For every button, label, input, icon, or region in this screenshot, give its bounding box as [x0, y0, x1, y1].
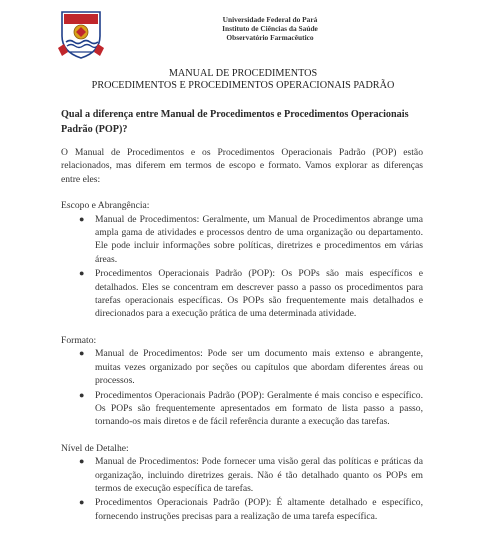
list-item-text: Procedimentos Operacionais Padrão (POP): Geralmente é mais conciso e específico. Os POPs são frequentemente apresentados em formato de lista passo a passo, tornando-os mais diretos e de fácil referência durante a execução das tarefas.: [95, 389, 423, 428]
section-format: [61, 334, 423, 429]
list-item-text: Manual de Procedimentos: Pode ser um documento mais extenso e abrangente, muitas vezes organizado por seções ou capítulos que abordam diferentes áreas ou processos.: [95, 348, 423, 387]
institution-line-observatory: Observatório Farmacêutico: [226, 33, 314, 43]
document-title: [40, 68, 446, 91]
institution-header: [200, 15, 340, 43]
list-item: [79, 347, 423, 387]
list-item-text: Procedimentos Operacionais Padrão (POP): Os POPs são mais específicos e detalhados. Eles se concentram em descrever passo a passo os procedimentos para tarefas operacionais específicas. Os POPs são frequentemente mais detalhados e direcionados para a execução prática de uma determinada atividade.: [95, 268, 423, 320]
intro-paragraph: O Manual de Procedimentos e os Procedimentos Operacionais Padrão (POP) estão relacionados, mas diferem em termos de escopo e formato. Vamos explorar as diferenças entre eles:: [61, 147, 423, 185]
section-title: Nível de Detalhe:: [61, 442, 129, 454]
list-item: [79, 496, 423, 523]
institution-line-university: Universidade Federal do Pará: [222, 15, 318, 24]
section-title: Escopo e Abrangência:: [61, 200, 150, 212]
list-item-text: Procedimentos Operacionais Padrão (POP): É altamente detalhado e específico, fornecendo instruções precisas para a realização de uma tarefa específica.: [95, 497, 423, 522]
section-detail-level: [61, 442, 423, 523]
list-item: [79, 389, 423, 429]
ufpa-seal-logo-icon: [56, 8, 106, 60]
bullet-icon: ●: [79, 389, 85, 400]
section-title: Formato:: [61, 334, 97, 346]
institution-line-institute: Instituto de Ciências da Saúde: [222, 24, 318, 34]
title-line-1: MANUAL DE PROCEDIMENTOS: [168, 68, 318, 79]
list-item: [79, 267, 423, 321]
list-item-text: Manual de Procedimentos: Pode fornecer uma visão geral das políticas e práticas da organização, incluindo diretrizes gerais. Não é tão detalhado quanto os POPs em termos de execução específica de tarefas.: [95, 456, 423, 494]
list-item-text: Manual de Procedimentos: Geralmente, um Manual de Procedimentos abrange uma ampla gama de atividades e processos dentro de uma organização ou departamento. Ele pode incluir informações sobre políticas, diretrizes e procedimentos em várias áreas.: [95, 213, 423, 265]
title-line-2: PROCEDIMENTOS E PROCEDIMENTOS OPERACIONAIS PADRÃO: [91, 79, 395, 91]
bullet-list: [61, 213, 423, 321]
bullet-icon: ●: [79, 213, 85, 224]
bullet-list: [61, 455, 423, 523]
bullet-list: [61, 347, 423, 428]
bullet-icon: ●: [79, 268, 85, 279]
list-item: [79, 455, 423, 495]
bullet-icon: ●: [79, 456, 85, 467]
bullet-icon: ●: [79, 348, 85, 359]
list-item: [79, 213, 423, 267]
question-heading: Qual a diferença entre Manual de Procedimentos e Procedimentos Operacionais Padrão (POP)?: [61, 109, 409, 135]
document-body: [61, 146, 423, 536]
bullet-icon: ●: [79, 497, 85, 508]
section-scope: [61, 199, 423, 321]
